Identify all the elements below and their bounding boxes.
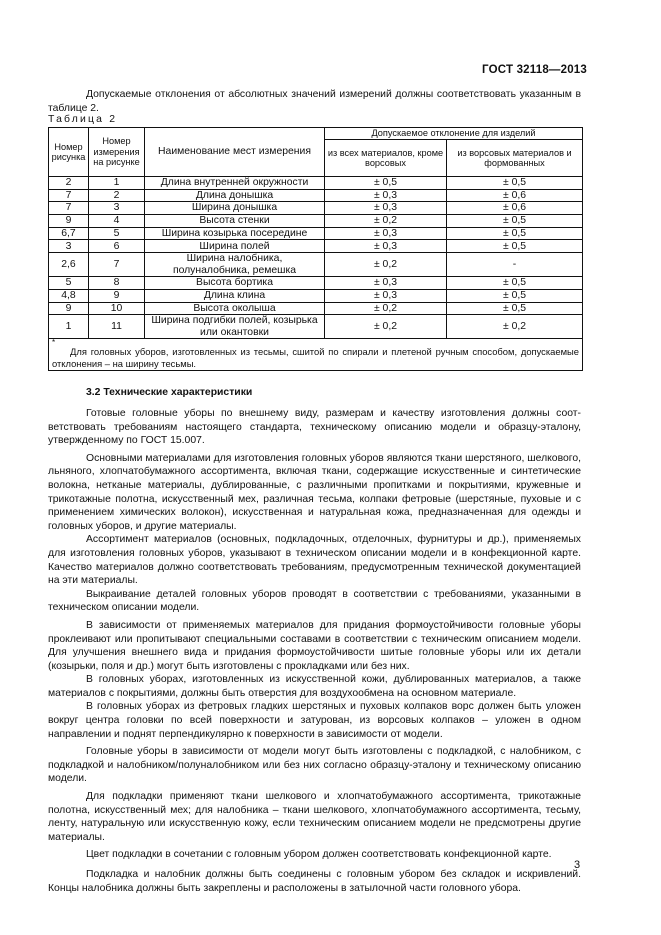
section-paragraph: В головных уборах, изготовленных из искусственной кожи, дублированных материалов, а также материалов с покрытиями, должны быть отверстия для воздухообмена на основном материале. (48, 674, 581, 699)
cell-dev-regular: ± 0,3 (325, 227, 447, 240)
cell-number: 9 (89, 289, 145, 302)
cell-name: Высота околыша (145, 302, 325, 315)
table-row (49, 177, 583, 190)
section-paragraph: Основными материалами для изготовления головных уборов являются ткани шерстяного, шелкового, льняного, хлопчатобумажного ассортимента, включая ткани, содержащие искусственные и синтетические волокна, нетканые материалы, дублированные, с различными пропитками и покрытиями, кружевные и трикотажные полотна, искусственный мех, различная тесьма, колпаки фетровые (шерстяные, пуховые и с применением химических волокон), искусственная и натуральная кожа, предназначенная для одежды и головных уборов, и другие материалы. (48, 452, 581, 532)
cell-dev-pile: ± 0,5 (447, 240, 583, 253)
cell-name: Ширина донышка (145, 202, 325, 215)
cell-figure: 5 (49, 277, 89, 290)
cell-figure: 7 (49, 189, 89, 202)
table-row (49, 315, 583, 339)
cell-dev-regular: ± 0,3 (325, 202, 447, 215)
table-row (49, 277, 583, 290)
section-paragraph: Подкладка и налобник должны быть соединены с головным убором без складок и искривлений. Концы налобника должны быть закреплены и расположены в затылочной части головного убора. (48, 869, 581, 894)
cell-name: Высота стенки (145, 215, 325, 228)
table-caption: Таблица 2 (48, 114, 118, 125)
section-paragraph: Головные уборы в зависимости от модели могут быть изготовлены с подкладкой, с налобником, с подкладкой и налобником/полуналобником или без них согласно образцу-эталону и техническому описанию модели. (48, 746, 581, 785)
cell-figure: 9 (49, 302, 89, 315)
table-row (49, 227, 583, 240)
cell-dev-pile: ± 0,6 (447, 202, 583, 215)
cell-figure: 9 (49, 215, 89, 228)
cell-dev-pile: ± 0,5 (447, 302, 583, 315)
cell-dev-pile: ± 0,2 (447, 315, 583, 339)
table-row (49, 215, 583, 228)
section-paragraph: Готовые головные уборы по внешнему виду, размерам и качеству изготовления должны соответствовать требованиям настоящего стандарта, техническому описанию модели и образцу-эталону, утвержденному по ГОСТ 15.007. (48, 408, 581, 447)
cell-number: 1 (89, 177, 145, 190)
cell-number: 3 (89, 202, 145, 215)
table-row (49, 202, 583, 215)
note-marker: * (52, 338, 56, 348)
table-note (49, 339, 583, 371)
cell-figure: 2,6 (49, 253, 89, 277)
header-non-pile: из всех материалов, кроме ворсовых (325, 140, 447, 177)
cell-name: Ширина налобника, полуналобника, ремешка (145, 253, 325, 277)
cell-dev-regular: ± 0,5 (325, 177, 447, 190)
header-tolerance-group: Допускаемое отклонение для изделий (325, 128, 583, 140)
section-paragraph: Для подкладки применяют ткани шелкового и хлопчатобумажного ассортимента, трикотажные полотна, искусственный мех; для налобника – ткани шелкового, хлопчатобумажного ассортимента, тесьму, ленту, натуральную или искусственную кожу, если техническим описанием модели не предсмотрены другие материалы. (48, 791, 581, 843)
cell-name: Длина клина (145, 289, 325, 302)
cell-dev-regular: ± 0,2 (325, 253, 447, 277)
table-row (49, 289, 583, 302)
cell-figure: 3 (49, 240, 89, 253)
cell-name: Длина донышка (145, 189, 325, 202)
cell-dev-regular: ± 0,2 (325, 315, 447, 339)
document-code: ГОСТ 32118—2013 (482, 64, 587, 76)
cell-figure: 4,8 (49, 289, 89, 302)
section-paragraph: В головных уборах из фетровых гладких шерстяных и пуховых колпаков ворс должен быть уложен вокруг центра головки по всей поверхности и затурован, из ворсовых колпаков – уложен в одном направлении и поднят перпендикулярно к поверхности в зависимости от модели. (48, 701, 581, 740)
cell-dev-pile: - (447, 253, 583, 277)
table-row (49, 240, 583, 253)
table-row (49, 253, 583, 277)
cell-dev-pile: ± 0,5 (447, 215, 583, 228)
note-text: Для головных уборов, изготовленных из тесьмы, сшитой по спирали и плетеной ручным способом, допускаемые отклонения – на ширину тесьмы. (52, 346, 580, 369)
cell-number: 6 (89, 240, 145, 253)
cell-name: Ширина подгибки полей, козырька или окантовки (145, 315, 325, 339)
cell-dev-pile: ± 0,5 (447, 277, 583, 290)
cell-number: 5 (89, 227, 145, 240)
cell-dev-regular: ± 0,2 (325, 215, 447, 228)
tolerance-table (48, 127, 583, 371)
cell-dev-pile: ± 0,5 (447, 227, 583, 240)
cell-dev-pile: ± 0,6 (447, 189, 583, 202)
table-row (49, 189, 583, 202)
cell-number: 7 (89, 253, 145, 277)
cell-dev-regular: ± 0,3 (325, 240, 447, 253)
cell-dev-pile: ± 0,5 (447, 289, 583, 302)
cell-number: 11 (89, 315, 145, 339)
section-paragraph: В зависимости от применяемых материалов для придания формоустойчивости головные уборы проклеивают или пропитывают специальными составами в соответствии с техническим описанием модели. Для улучшения внешнего вида и придания формоустойчивости шитые головные уборы или их детали (козырьки, поля и др.) могут быть изготовлены с прокладками или без них. (48, 619, 581, 672)
cell-dev-regular: ± 0,3 (325, 277, 447, 290)
section-paragraph: Выкраивание деталей головных уборов проводят в соответствии с требованиями, указанными в техническом описании модели. (48, 588, 581, 614)
cell-name: Ширина козырька посередине (145, 227, 325, 240)
cell-dev-pile: ± 0,5 (447, 177, 583, 190)
section-paragraph: Цвет подкладки в сочетании с головным убором должен соответствовать конфекционной карте. (86, 849, 552, 861)
cell-name: Высота бортика (145, 277, 325, 290)
cell-number: 2 (89, 189, 145, 202)
table-row (49, 302, 583, 315)
cell-name: Длина внутренней окружности (145, 177, 325, 190)
header-measurement-number: Номер измерения на рисунке (89, 128, 145, 177)
cell-figure: 7 (49, 202, 89, 215)
cell-name: Ширина полей (145, 240, 325, 253)
cell-number: 10 (89, 302, 145, 315)
cell-number: 4 (89, 215, 145, 228)
cell-figure: 2 (49, 177, 89, 190)
cell-dev-regular: ± 0,3 (325, 189, 447, 202)
cell-dev-regular: ± 0,3 (325, 289, 447, 302)
section-paragraph: Ассортимент материалов (основных, подкладочных, отделочных, фурнитуры и др.), применяемых для изготовления головных уборов, указывают в техническом описании модели и в конфекционной карте. Качество материалов должно соответствовать требованиям, предусмотренным технической документацией на эти материалы. (48, 534, 581, 587)
section-heading: 3.2 Технические характеристики (86, 387, 253, 398)
cell-figure: 6,7 (49, 227, 89, 240)
header-figure-number: Номер рисунка (49, 128, 89, 177)
page-number: 3 (574, 859, 581, 871)
cell-dev-regular: ± 0,2 (325, 302, 447, 315)
technical-characteristics-section (48, 387, 581, 895)
cell-number: 8 (89, 277, 145, 290)
header-pile: из ворсовых материалов и формованных (447, 140, 583, 177)
cell-figure: 1 (49, 315, 89, 339)
intro-paragraph: Допускаемые отклонения от абсолютных значений измерений должны соответствовать указанным в таблице 2. (48, 89, 581, 114)
header-measurement-name: Наименование мест измерения (145, 128, 325, 177)
